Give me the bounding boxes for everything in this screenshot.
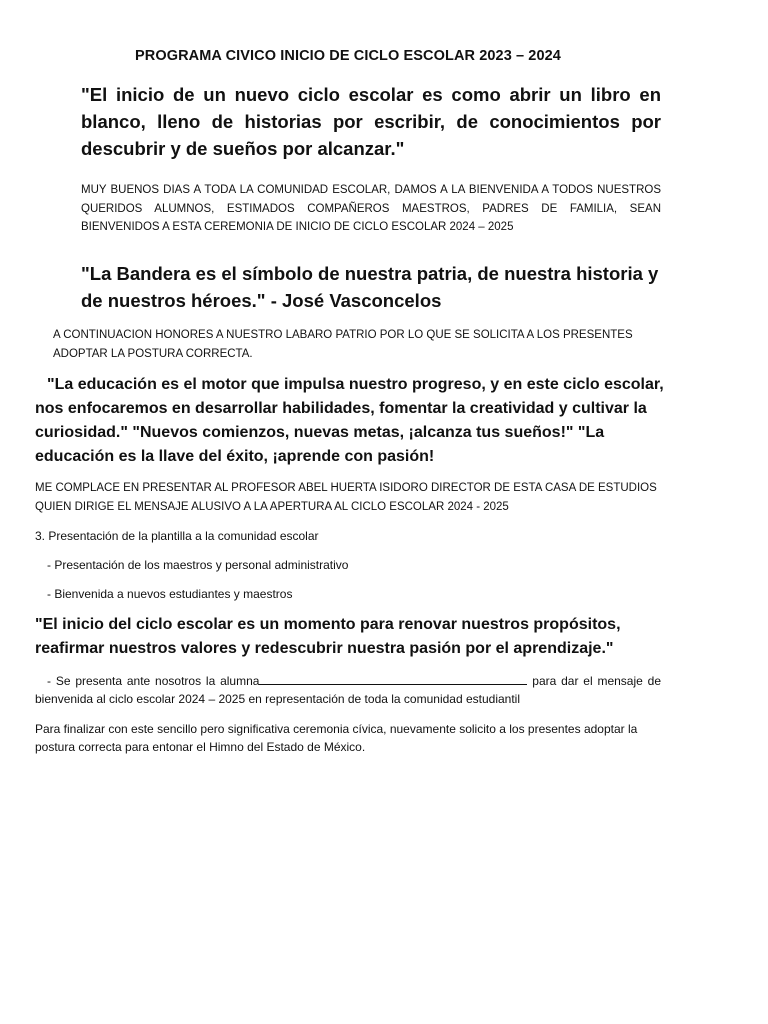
closing-quote: "El inicio del ciclo escolar es un momento para renovar nuestros propósitos, reafirmar nuestros valores y redescubrir nuestra pasión por el aprendizaje.": [35, 616, 621, 657]
document-title: PROGRAMA CIVICO INICIO DE CICLO ESCOLAR 2023 – 2024: [135, 48, 561, 64]
honors-paragraph: A CONTINUACION HONORES A NUESTRO LABARO PATRIO POR LO QUE SE SOLICITA A LOS PRESENTES ADOPTAR LA POSTURA CORRECTA.: [53, 329, 633, 360]
student-text-before: - Se presenta ante nosotros la alumna: [47, 674, 260, 688]
student-text-after: para dar el mensaje de bienvenida al ciclo escolar 2024 – 2025 en representación de toda la comunidad estudiantil: [35, 674, 661, 706]
agenda-item-3: 3. Presentación de la plantilla a la comunidad escolar: [35, 529, 319, 543]
welcome-paragraph: MUY BUENOS DIAS A TODA LA COMUNIDAD ESCOLAR, DAMOS A LA BIENVENIDA A TODOS NUESTROS QUERIDOS ALUMNOS, ESTIMADOS COMPAÑEROS MAESTROS, PADRES DE FAMILIA, SEAN BIENVENIDOS A ESTA CEREMONIA DE INICIO DE CICLO ESCOLAR 2024 – 2025: [81, 184, 661, 233]
agenda-item-3b: - Bienvenida a nuevos estudiantes y maestros: [47, 587, 293, 601]
education-quote: "La educación es el motor que impulsa nuestro progreso, y en este ciclo escolar, nos enfocaremos en desarrollar habilidades, fomentar la creatividad y cultivar la curiosidad." "Nuevos comienzos, nuevas metas, ¡alcanza tus sueños!" "La educación es la llave del éxito, ¡aprende con pasión!: [35, 376, 664, 465]
flag-quote: "La Bandera es el símbolo de nuestra patria, de nuestra historia y de nuestros héroes." - José Vasconcelos: [81, 263, 659, 311]
opening-quote: "El inicio de un nuevo ciclo escolar es como abrir un libro en blanco, lleno de historias por escribir, de conocimientos por descubrir y de sueños por alcanzar.": [81, 84, 661, 159]
student-paragraph: [35, 672, 661, 708]
closing-paragraph: Para finalizar con este sencillo pero significativa ceremonia cívica, nuevamente solicito a los presentes adoptar la postura correcta para entonar el Himno del Estado de México.: [35, 722, 638, 754]
agenda-item-3a: - Presentación de los maestros y personal administrativo: [47, 558, 349, 572]
student-name-blank: [259, 672, 527, 685]
director-paragraph: ME COMPLACE EN PRESENTAR AL PROFESOR ABEL HUERTA ISIDORO DIRECTOR DE ESTA CASA DE ESTUDIOS QUIEN DIRIGE EL MENSAJE ALUSIVO A LA APERTURA AL CICLO ESCOLAR 2024 - 2025: [35, 482, 657, 513]
